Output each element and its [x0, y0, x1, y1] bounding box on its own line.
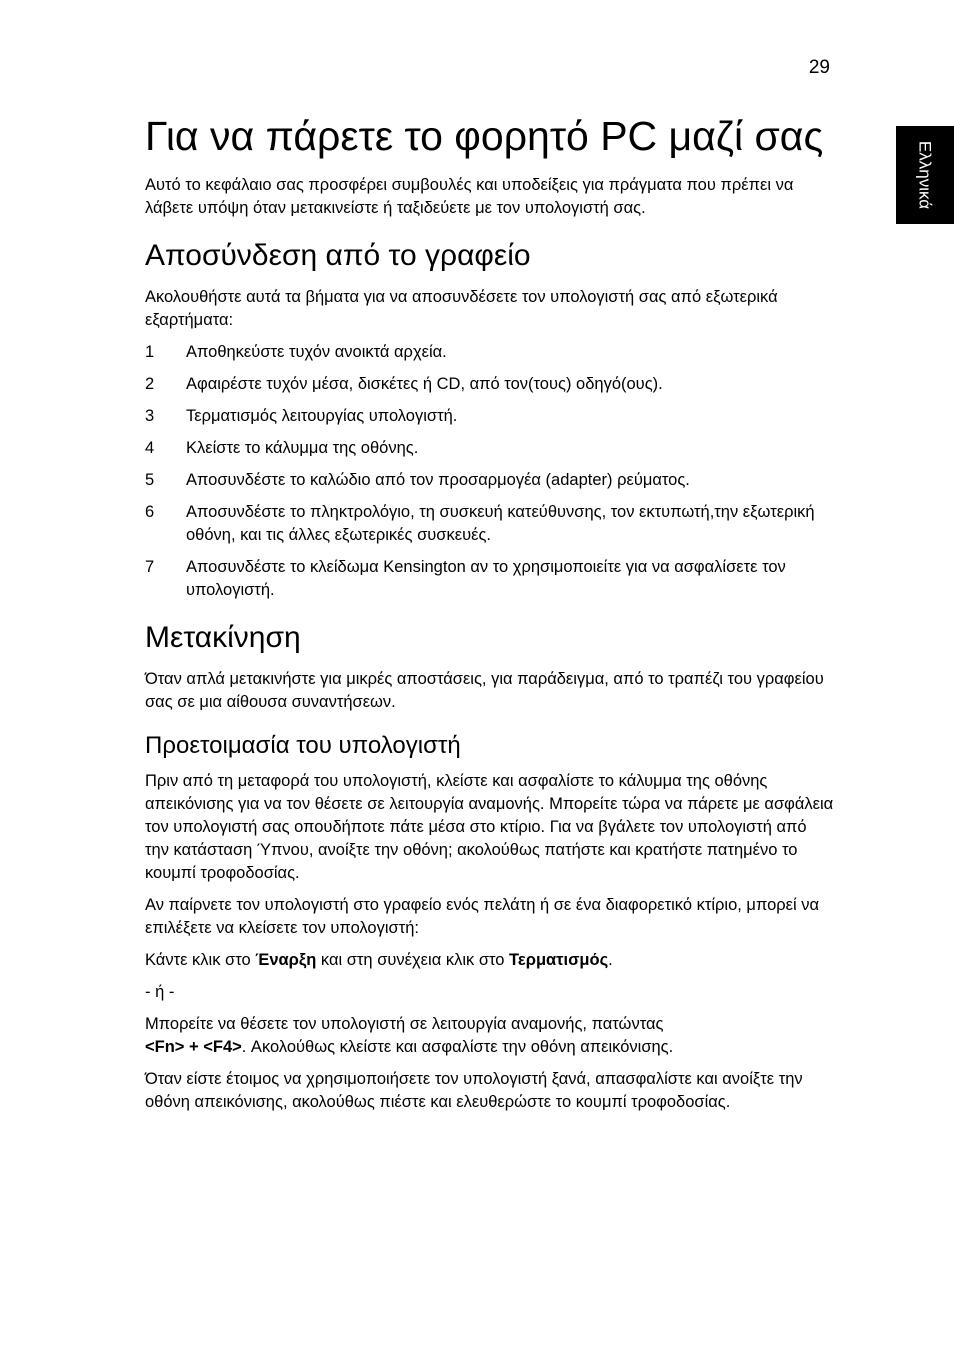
standby-keys: <Fn> + <F4> — [145, 1038, 242, 1056]
standby-text-post: . Ακολούθως κλείστε και ασφαλίστε την οθόνη απεικόνισης. — [241, 1038, 674, 1056]
disconnect-steps — [145, 341, 835, 602]
list-item — [145, 469, 835, 492]
language-tab-label: Ελληνικά — [915, 140, 935, 210]
step-text: Αποσυνδέστε το πληκτρολόγιο, τη συσκευή κατεύθυνσης, τον εκτυπωτή,την εξωτερική οθόνη, και τις άλλες εξωτερικές συσκευές. — [186, 503, 815, 544]
shutdown-instruction — [145, 949, 835, 972]
step-number: 5 — [145, 471, 155, 489]
start-menu-label: Έναρξη — [255, 951, 317, 969]
standby-text-pre: Μπορείτε να θέσετε τον υπολογιστή σε λειτουργία αναμονής, πατώντας — [145, 1015, 664, 1033]
list-item — [145, 437, 835, 460]
prepare-paragraph: Πριν από τη μεταφορά του υπολογιστή, κλείστε και ασφαλίστε το κάλυμμα της οθόνης απεικόνισης για να τον θέσετε σε λειτουργία αναμονής. Μπορείτε τώρα να πάρετε με ασφάλεια τον υπολογιστή σας οπουδήποτε πάτε μέσα στο κτίριο. Για να βγάλετε τον υπολογιστή από την κατάσταση Ύπνου, ανοίξτε την οθόνη; ακολούθως πατήστε και κρατήστε πατημένο το κουμπί τροφοδοσίας. — [145, 772, 834, 882]
disconnect-intro: Ακολουθήστε αυτά τα βήματα για να αποσυνδέσετε τον υπολογιστή σας από εξωτερικά εξαρτήματα: — [145, 288, 778, 329]
list-item — [145, 556, 835, 602]
step-number: 6 — [145, 503, 155, 521]
intro-paragraph: Αυτό το κεφάλαιο σας προσφέρει συμβουλές και υποδείξεις για πράγματα που πρέπει να λάβετε υπόψη όταν μετακινείστε ή ταξιδεύετε με τον υπολογιστή σας. — [145, 176, 794, 217]
standby-instruction — [145, 1013, 835, 1059]
list-item — [145, 341, 835, 364]
step-text: Κλείστε το κάλυμμα της οθόνης. — [186, 439, 419, 457]
list-item — [145, 501, 835, 547]
page-title: Για να πάρετε το φορητό PC μαζί σας — [145, 113, 824, 159]
or-separator: - ή - — [145, 983, 175, 1001]
shutdown-text-end: . — [608, 951, 613, 969]
section-heading-moving: Μετακίνηση — [145, 621, 301, 654]
step-text: Αποθηκεύστε τυχόν ανοικτά αρχεία. — [186, 343, 447, 361]
moving-intro: Όταν απλά μετακινήστε για μικρές αποστάσεις, για παράδειγμα, από το τραπέζι του γραφείου σας σε μια αίθουσα συναντήσεων. — [145, 670, 824, 711]
step-text: Τερματισμός λειτουργίας υπολογιστή. — [186, 407, 458, 425]
step-number: 4 — [145, 439, 155, 457]
step-text: Αποσυνδέστε το κλείδωμα Kensington αν το χρησιμοποιείτε για να ασφαλίσετε τον υπολογιστή. — [186, 558, 786, 599]
language-tab — [896, 126, 954, 224]
list-item — [145, 405, 835, 428]
shutdown-label: Τερματισμός — [509, 951, 609, 969]
list-item — [145, 373, 835, 396]
step-number: 3 — [145, 407, 155, 425]
resume-paragraph: Όταν είστε έτοιμος να χρησιμοποιήσετε τον υπολογιστή ξανά, απασφαλίστε και ανοίξτε την οθόνη απεικόνισης, ακολούθως πιέστε και ελευθερώστε το κουμπί τροφοδοσίας. — [145, 1070, 803, 1111]
step-number: 2 — [145, 375, 155, 393]
step-number: 1 — [145, 343, 155, 361]
step-text: Αφαιρέστε τυχόν μέσα, δισκέτες ή CD, από τον(τους) οδηγό(ους). — [186, 375, 663, 393]
subsection-heading-prepare: Προετοιμασία του υπολογιστή — [145, 732, 461, 759]
section-heading-disconnect: Αποσύνδεση από το γραφείο — [145, 239, 531, 272]
shutdown-text-pre: Κάντε κλικ στο — [145, 951, 256, 969]
page-content — [145, 112, 835, 1123]
page-number: 29 — [808, 57, 830, 78]
step-number: 7 — [145, 558, 155, 576]
step-text: Αποσυνδέστε το καλώδιο από τον προσαρμογέα (adapter) ρεύματος. — [186, 471, 690, 489]
shutdown-text-mid: και στη συνέχεια κλικ στο — [316, 951, 510, 969]
client-office-paragraph: Αν παίρνετε τον υπολογιστή στο γραφείο ενός πελάτη ή σε ένα διαφορετικό κτίριο, μπορεί να επιλέξετε να κλείσετε τον υπολογιστή: — [145, 896, 820, 937]
